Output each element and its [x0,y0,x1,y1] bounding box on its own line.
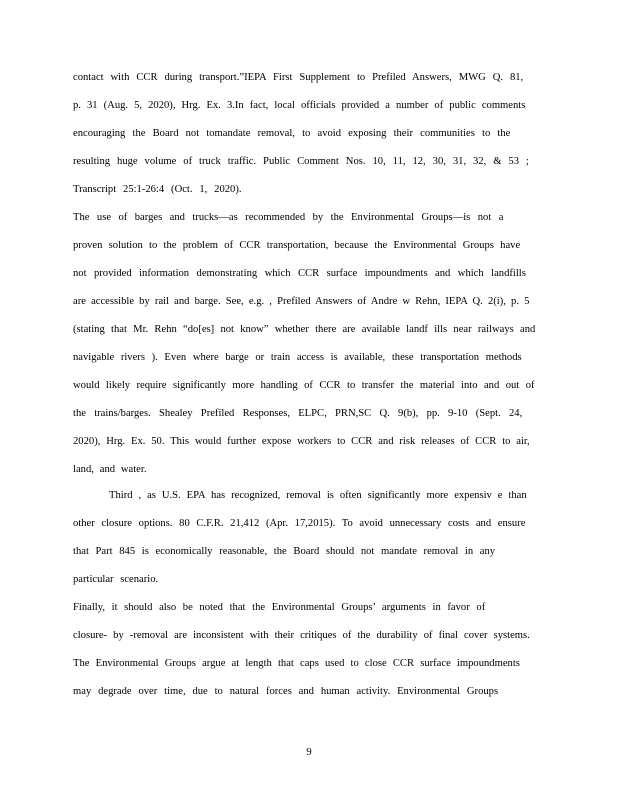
text-line: contact with CCR during transport.”IEPA First Supplement to Prefiled Answers, MWG Q. 81, [73,72,524,83]
text-line: particular scenario. [73,574,159,585]
text-line: would likely require significantly more handling of CCR to transfer the material into and out of [73,380,535,391]
text-line: p. 31 (Aug. 5, 2020), Hrg. Ex. 3.In fact, local officials provided a number of public comments [73,100,526,111]
text-line: may degrade over time, due to natural forces and human activity. Environmental Groups [73,686,499,697]
text-line: Finally, it should also be noted that the Environmental Groups’ arguments in favor of [73,602,486,613]
text-line: closure- by -removal are inconsistent with their critiques of the durability of final cover systems. [73,630,530,641]
text-line: The Environmental Groups argue at length that caps used to close CCR surface impoundments [73,658,520,669]
text-line: navigable rivers ). Even where barge or train access is available, these transportation methods [73,352,522,363]
text-line: (stating that Mr. Rehn “do[es] not know” whether there are available landf ills near railways and [73,324,536,335]
text-line: land, and water. [73,464,147,475]
text-line: 2020), Hrg. Ex. 50. This would further expose workers to CCR and risk releases of CCR to air, [73,436,530,447]
text-line: the trains/barges. Shealey Prefiled Responses, ELPC, PRN,SC Q. 9(b), pp. 9-10 (Sept. 24, [73,408,523,419]
text-line: Third , as U.S. EPA has recognized, removal is often significantly more expensiv e than [109,490,527,501]
text-line: The use of barges and trucks—as recommended by the Environmental Groups—is not a [73,212,504,223]
text-line: that Part 845 is economically reasonable, the Board should not mandate removal in any [73,546,496,557]
text-line: proven solution to the problem of CCR transportation, because the Environmental Groups have [73,240,521,251]
text-line: other closure options. 80 C.F.R. 21,412 (Apr. 17,2015). To avoid unnecessary costs and ensure [73,518,526,529]
text-line: are accessible by rail and barge. See, e.g. , Prefiled Answers of Andre w Rehn, IEPA Q. 2(i), p. 5 [73,296,530,307]
text-line: encouraging the Board not tomandate removal, to avoid exposing their communities to the [73,128,511,139]
text-line: Transcript 25:1-26:4 (Oct. 1, 2020). [73,184,242,195]
text-line: not provided information demonstrating which CCR surface impoundments and which landfills [73,268,526,279]
text-line: resulting huge volume of truck traffic. Public Comment Nos. 10, 11, 12, 30, 31, 32, & 53 ; [73,156,529,167]
page-number: 9 [306,747,312,758]
